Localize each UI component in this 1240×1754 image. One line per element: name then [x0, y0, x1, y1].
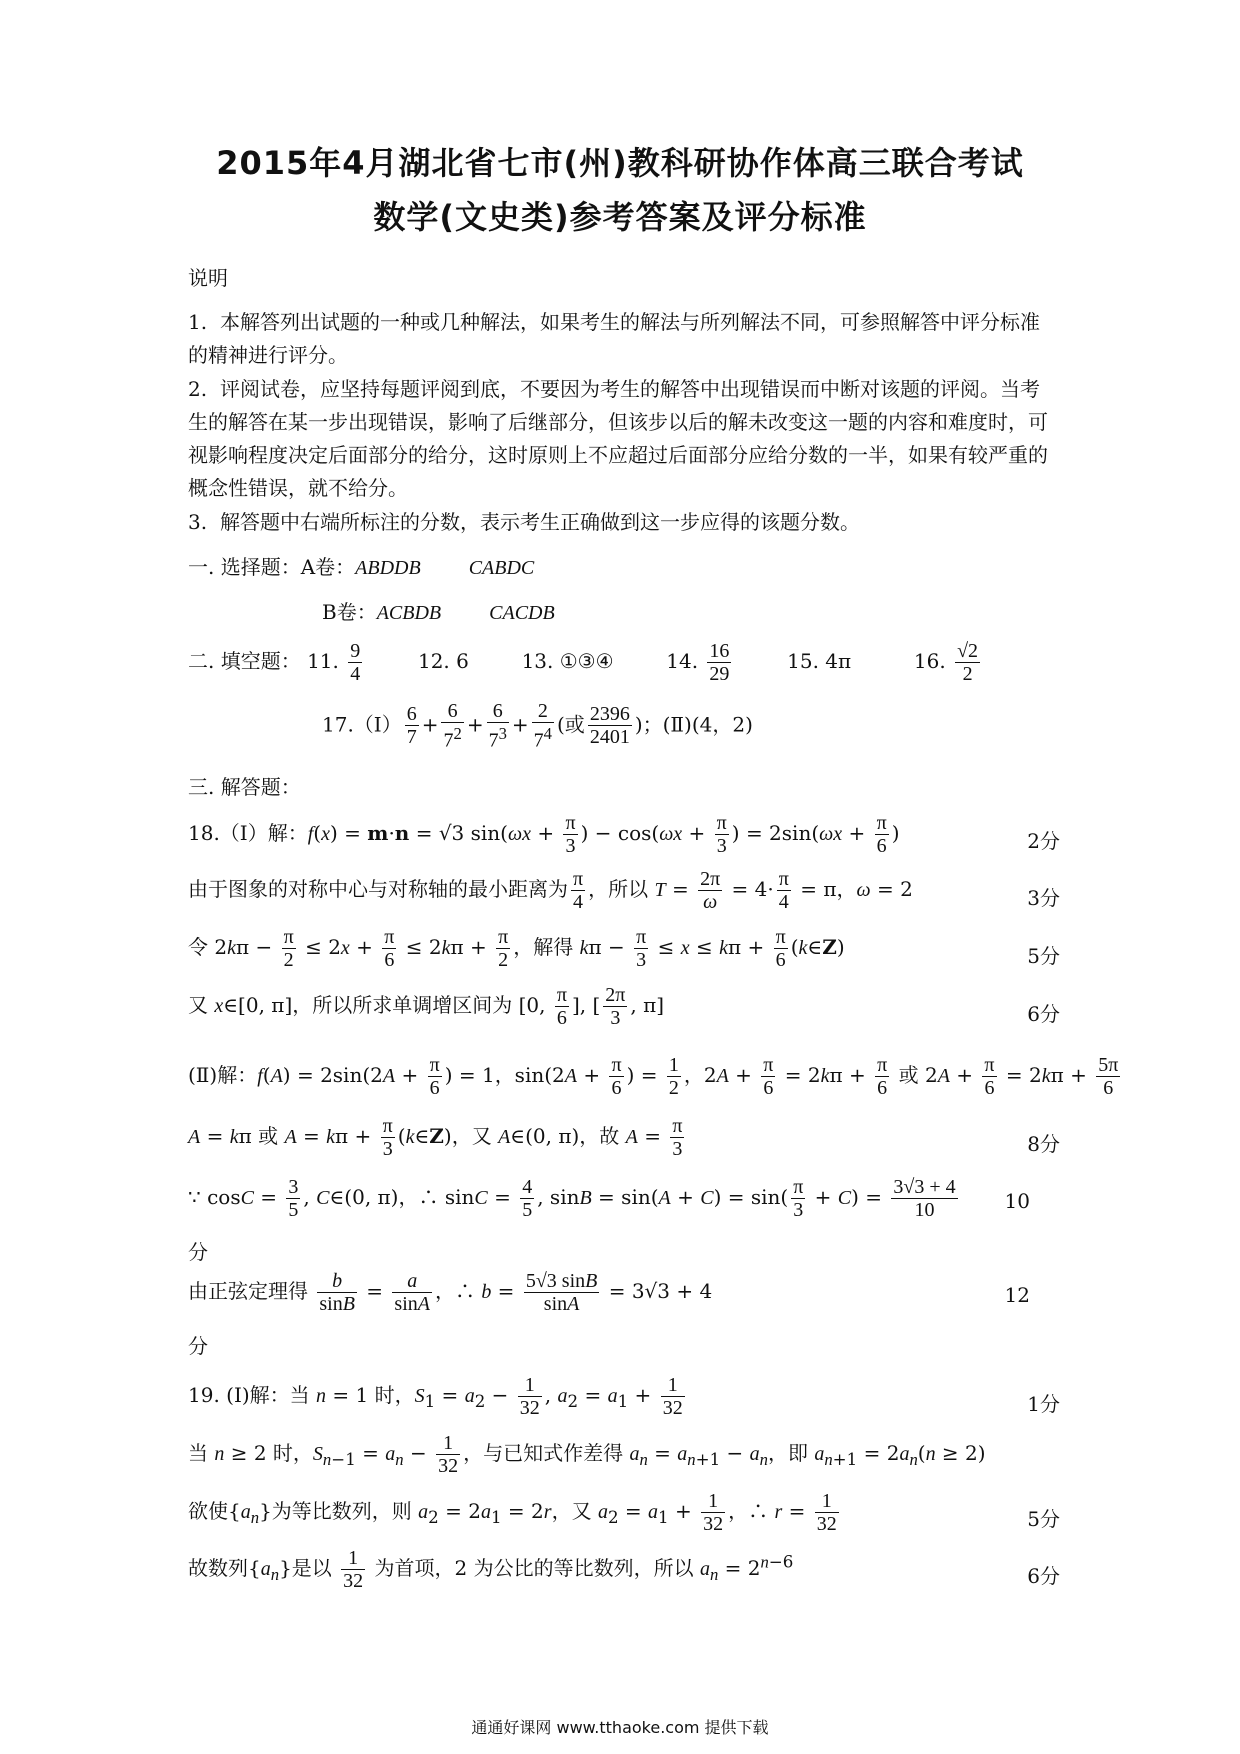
note-item	[188, 373, 1058, 505]
answers-a-2: CABDC	[468, 557, 535, 579]
answer-16: $\frac{√2}{2}$	[957, 640, 979, 685]
note-number: 2.	[188, 377, 208, 401]
section-label: 二. 填空题：	[188, 649, 301, 673]
answer-12: 12. 6	[417, 649, 469, 673]
notes-heading: 说明	[188, 266, 228, 290]
score-unit: 分	[188, 1240, 208, 1264]
solution-19-step2: 当 n ≥ 2 时，$S_{n-1} = a_n$ − $\frac{1}{32}$ ，与已知式作差得 $a_n = a_{n+1} - a_n$，即 $a_{n+1} = 2a_n(n \ge 2)$	[188, 1432, 986, 1477]
answer-15: 15. 4π	[787, 649, 852, 673]
note-number: 3.	[188, 510, 208, 534]
note-number: 1.	[188, 310, 208, 334]
score: 3分	[1027, 886, 1060, 910]
solution-18-step3: 令 2kπ − $\frac{\pi}{2}$ ≤ 2x + $\frac{\pi}{6}$ ≤ 2kπ + $\frac{\pi}{2}$ ，解得 kπ − $\frac{\pi}{3}$ ≤ x ≤ kπ + $\frac{\pi}{6}$ (k∈Z)	[188, 926, 845, 971]
solution-18-part2-step2: A = kπ 或 A = kπ + $\frac{\pi}{3}$ (k∈Z)，又 A∈(0, π)，故 A = $\frac{\pi}{3}$	[188, 1115, 683, 1160]
answer-11: $\frac{9}{4}$	[350, 640, 361, 685]
q11-label: 11.	[307, 649, 339, 673]
solution-19-step3: 欲使$\{a_n\}$为等比数列，则 $a_2 = 2a_1 = 2r$，又 $a_2 = a_1$ + $\frac{1}{32}$ ，∴ r = $\frac{1}{32}$	[188, 1490, 837, 1535]
section-fill-in	[188, 640, 983, 685]
note-item	[188, 506, 1058, 539]
q16-label: 16.	[913, 649, 946, 673]
section-choice-a	[188, 551, 534, 580]
q14-label: 14.	[666, 649, 699, 673]
paper-a-label: A卷：	[300, 555, 356, 579]
score: 5分	[1027, 1507, 1060, 1531]
score: 1分	[1027, 1392, 1060, 1416]
solution-18-step2: 由于图象的对称中心与对称轴的最小距离为 $\frac{\pi}{4}$ ，所以 T = $\frac{2\pi}{\omega}$ = 4· $\frac{\pi}{4}$ = π，ω = 2	[188, 868, 913, 913]
score: 10	[1004, 1189, 1030, 1213]
score: 6分	[1027, 1002, 1060, 1026]
answers-b-1: ACBDB	[376, 602, 442, 624]
score: 8分	[1027, 1132, 1060, 1156]
note-text: 本解答列出试题的一种或几种解法，如果考生的解法与所列解法不同，可参照解答中评分标准的精神进行评分。	[188, 310, 1040, 367]
answer-17: 17.（Ⅰ） $\frac{6}{7}$ + $\frac{6}{7^2}$ + $\frac{6}{7^3}$ + $\frac{2}{7^4}$ (或 $\frac{2396}{2401}$ )；(Ⅱ)(4，2)	[322, 700, 753, 752]
solution-18-part2-step3: ∵ cosC = $\frac{3}{5}$ , C∈(0, π)，∴ sinC = $\frac{4}{5}$ , sinB = sin(A + C) = sin( $\frac{\pi}{3}$ + C) = $\frac{3√3 + 4}{10}$	[188, 1176, 956, 1221]
answer-14: $\frac{16}{29}$	[709, 640, 730, 685]
note-text: 评阅试卷，应坚持每题评阅到底，不要因为考生的解答中出现错误而中断对该题的评阅。当考生的解答在某一步出现错误，影响了后继部分，但该步以后的解未改变这一题的内容和难度时，可视影响程度决定后面部分的给分，这时原则上不应超过后面部分应给分数的一半，如果有较严重的概念性错误，就不给分。	[188, 377, 1048, 500]
section-label: 一. 选择题：	[188, 555, 301, 579]
solution-19-step1: 19. (Ⅰ)解：当 n = 1 时，$S_1 = a_2$ − $\frac{1}{32}$ , $a_2 = a_1$ + $\frac{1}{32}$	[188, 1374, 683, 1419]
page-title: 2015年4月湖北省七市(州)教科研协作体高三联合考试	[216, 144, 1024, 182]
score: 12	[1004, 1283, 1030, 1307]
section-choice-b	[322, 596, 555, 625]
solution-18-part2-step1: (Ⅱ)解：f(A) = 2sin(2A + $\frac{\pi}{6}$ ) = 1，sin(2A + $\frac{\pi}{6}$ ) = $\frac{1}{2}$ ，2A + $\frac{\pi}{6}$ = 2kπ + $\frac{\pi}{6}$ 或 2A + $\frac{\pi}{6}$ = 2kπ + $\frac{5\pi}{6}$	[188, 1054, 1119, 1099]
solution-18-part2-step4: 由正弦定理得 $\frac{b}{\sin B}$ = $\frac{a}{\sin A}$ ，∴ b = $\frac{5√3 \sin B}{\sin A}$ = 3√3 + 4	[188, 1270, 713, 1315]
solution-18-step4: 又 x∈[0, π]，所以所求单调增区间为 [0, $\frac{\pi}{6}$ ], [ $\frac{2\pi}{3}$ , π]	[188, 984, 665, 1029]
score: 2分	[1027, 829, 1060, 853]
answer-13: 13. ①③④	[521, 649, 614, 673]
note-item	[188, 306, 1058, 372]
paper-b-label: B卷：	[322, 600, 377, 624]
page-footer: 通通好课网 www.tthaoke.com 提供下载	[471, 1718, 769, 1737]
solution-18-step1: 18.（Ⅰ）解：f(x) = m·n = √3 sin(ωx + $\frac{\pi}{3}$ ) − cos(ωx + $\frac{\pi}{3}$ ) = 2sin(ωx + $\frac{\pi}{6}$ )	[188, 812, 900, 857]
score: 6分	[1027, 1564, 1060, 1588]
page-subtitle: 数学(文史类)参考答案及评分标准	[373, 198, 867, 236]
score-unit: 分	[188, 1334, 208, 1358]
note-text: 解答题中右端所标注的分数，表示考生正确做到这一步应得的该题分数。	[220, 510, 860, 534]
section-label: 三. 解答题：	[188, 775, 301, 799]
answers-b-2: CACDB	[489, 602, 555, 624]
solution-19-step4: 故数列$\{a_n\}$是以 $\frac{1}{32}$ 为首项，2 为公比的等比数列，所以 $a_n = 2^{n-6}$	[188, 1547, 794, 1592]
score: 5分	[1027, 944, 1060, 968]
answers-a-1: ABDDB	[355, 557, 421, 579]
